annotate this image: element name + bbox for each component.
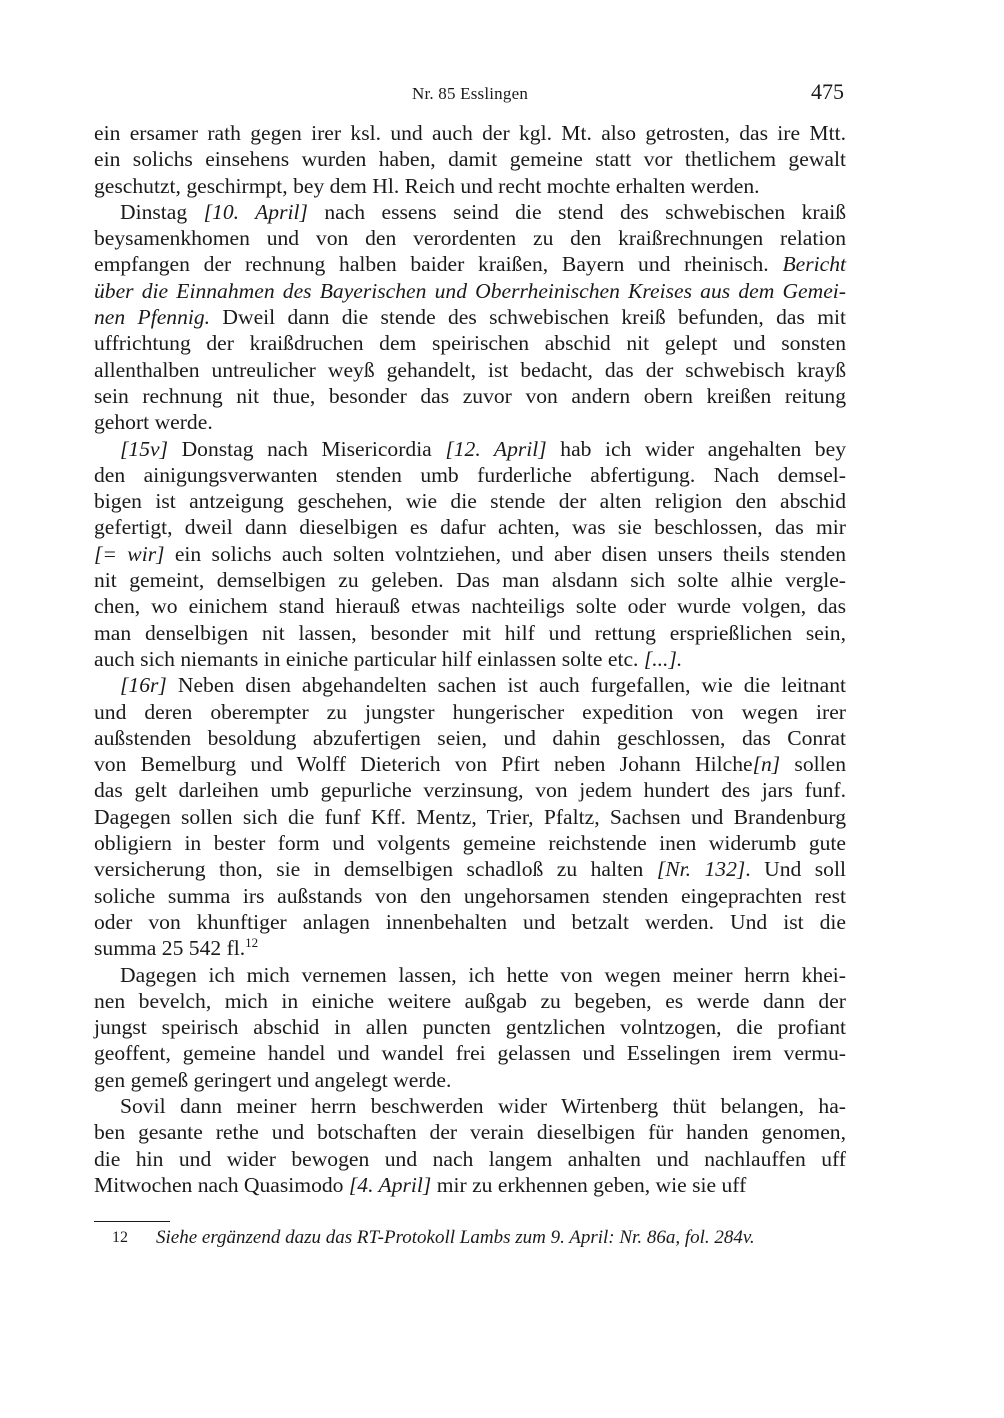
text-line	[94, 1146, 846, 1172]
text-line	[94, 909, 846, 935]
text-line	[94, 751, 846, 777]
paragraph	[94, 962, 846, 1093]
text-span: ben gesante rethe und botschaften der verain dieselbigen für handen genomen,	[94, 1120, 846, 1145]
text-span: gehort werde.	[94, 410, 213, 435]
footnote-number: 12	[112, 1229, 128, 1246]
text-line	[94, 856, 846, 882]
text-span: allenthalben untreulicher weyß gehandelt, ist bedacht, das der schwebisch krayß	[94, 357, 846, 382]
text-span: nach essens seind die stend des schwebischen kraiß	[307, 199, 846, 224]
italic-text: [12. April]	[445, 436, 547, 461]
text-span: auch sich niemants in einiche particular hilf einlassen solte etc.	[94, 646, 644, 671]
footnote-reference: 12	[245, 935, 259, 951]
text-span: Neben disen abgehandelten sachen ist auch furgefallen, wie die leitnant	[166, 673, 846, 698]
running-title: Nr. 85 Esslingen	[411, 84, 529, 103]
text-line	[94, 620, 846, 646]
italic-text: über die Einnahmen des Bayerischen und Oberrheinischen Kreises aus dem Gemei-	[94, 278, 846, 303]
italic-text: [10. April]	[203, 199, 308, 224]
italic-text: nen Pfennig.	[94, 305, 211, 330]
text-span: empfangen der rechnung halben baider kraißen, Bayern und rheinisch.	[94, 252, 783, 277]
text-span: hab ich wider angehalten bey	[546, 436, 846, 461]
text-span: die hin und wider bewogen und nach langem anhalten und nachlauffen uff	[94, 1146, 846, 1171]
text-span: mir zu erkhennen geben, wie sie uff	[431, 1172, 747, 1197]
footnote-text: Siehe ergänzend dazu das RT-Protokoll Lambs zum 9. April: Nr. 86a, fol. 284v.	[156, 1227, 755, 1248]
text-span: versicherung thon, sie in demselbigen schadloß zu halten	[94, 857, 657, 882]
text-line	[94, 672, 846, 698]
text-line	[94, 1119, 846, 1145]
italic-text: Bericht	[782, 252, 846, 277]
italic-text: [15v]	[120, 436, 168, 461]
text-span: und deren oberempter zu jungster hungerischer expedition von wegen irer	[94, 699, 846, 724]
italic-text: [...].	[643, 646, 683, 671]
text-span: jungst speirisch abschid in allen puncten gentzlichen volntzogen, die profiant	[94, 1015, 846, 1040]
text-line	[94, 146, 846, 172]
text-line	[94, 173, 846, 199]
text-line	[94, 699, 846, 725]
text-line	[94, 988, 846, 1014]
text-span: soliche summa irs außstands von den ungehorsamen stenden eingeprachten rest	[94, 883, 846, 908]
text-span: außstenden besoldung abzufertigen seien, und dahin geschlossen, das Conrat	[94, 725, 846, 750]
text-span: Dinstag	[120, 199, 204, 224]
text-line	[94, 120, 846, 146]
text-line	[94, 935, 846, 961]
text-line	[94, 1067, 846, 1093]
text-line	[94, 1093, 846, 1119]
text-span: beysamenkhomen und von den verordenten zu den kraißrechnungen relation	[94, 226, 846, 251]
text-span: ein solichs auch solten volntziehen, und aber disen unsers theils stenden	[164, 541, 846, 566]
text-line	[94, 357, 846, 383]
italic-text: [= wir]	[94, 541, 165, 566]
text-span: Donstag nach Misericordia	[168, 436, 446, 461]
text-span: gefertigt, dweil dann dieselbigen es dafur achten, was sie beschlossen, das mir	[94, 515, 846, 540]
text-line	[94, 409, 846, 435]
text-span: nit gemeint, demselbigen zu geleben. Das man alsdann sich solte alhie vergle-	[94, 568, 846, 593]
text-line	[94, 488, 846, 514]
text-line	[94, 436, 846, 462]
text-span: sollen	[780, 752, 846, 777]
text-line	[94, 1014, 846, 1040]
text-line	[94, 777, 846, 803]
footnote-rule	[94, 1221, 170, 1222]
text-line	[94, 199, 846, 225]
text-span: sein rechnung nit thue, besonder das zuvor von andern obern kreißen reitung	[94, 383, 846, 408]
paragraph	[94, 120, 846, 199]
text-span: das gelt darleihen umb gepurliche verzinsung, von jedem hundert des jars funf.	[94, 778, 846, 803]
text-line	[94, 278, 846, 304]
paragraph	[94, 436, 846, 673]
italic-text: [Nr. 132]	[656, 857, 746, 882]
text-span: von Bemelburg und Wolff Dieterich von Pfirt neben Johann Hilche	[94, 752, 753, 777]
text-line	[94, 567, 846, 593]
text-span: geschutzt, geschirmpt, bey dem Hl. Reich und recht mochte erhalten werden.	[94, 173, 760, 198]
paragraph	[94, 1093, 846, 1198]
text-line	[94, 462, 846, 488]
text-line	[94, 883, 846, 909]
text-line	[94, 514, 846, 540]
text-span: obligiern in bester form und volgents gemeine reichstende inen widerumb gute	[94, 831, 846, 856]
text-line	[94, 804, 846, 830]
text-span: summa 25 542 fl.	[94, 936, 246, 961]
text-span: Mitwochen nach Quasimodo	[94, 1172, 349, 1197]
italic-text: [n]	[752, 752, 781, 777]
text-line	[94, 225, 846, 251]
text-line	[94, 330, 846, 356]
text-line	[94, 725, 846, 751]
text-span: man denselbigen nit lassen, besonder mit hilf und rettung ersprießlichen sein,	[94, 620, 846, 645]
text-span: bigen ist antzeigung geschehen, wie die stende der alten religion den abschid	[94, 489, 846, 514]
text-span: geoffent, gemeine handel und wandel frei gelassen und Esselingen irem vermu-	[94, 1041, 846, 1066]
running-head	[94, 79, 846, 106]
body-text	[94, 120, 846, 1198]
text-span: nen bevelch, mich in einiche weitere außgab zu begeben, es werde dann der	[94, 988, 846, 1013]
text-span: uffrichtung der kraißdruchen dem speirischen abschid nit gelept und sonsten	[94, 331, 846, 356]
text-line	[94, 593, 846, 619]
text-line	[94, 1172, 846, 1198]
text-line	[94, 251, 846, 277]
text-line	[94, 541, 846, 567]
text-line	[94, 1040, 846, 1066]
text-span: . Und soll	[745, 857, 846, 882]
text-span: ein ersamer rath gegen irer ksl. und auch der kgl. Mt. also getrosten, das ire Mtt.	[94, 121, 846, 145]
text-line	[94, 304, 846, 330]
text-line	[94, 830, 846, 856]
italic-text: [16r]	[120, 673, 167, 698]
text-line	[94, 646, 846, 672]
text-span: Sovil dann meiner herrn beschwerden wider Wirtenberg thüt belangen, ha-	[120, 1093, 846, 1118]
text-span: chen, wo einichem stand hierauß etwas nachteiligs solte oder wurde volgen, das	[94, 594, 846, 619]
text-span: gen gemeß geringert und angelegt werde.	[94, 1067, 452, 1092]
text-span: oder von khunftiger anlagen innenbehalten und betzalt werden. Und ist die	[94, 909, 846, 934]
text-span: ein solichs einsehens wurden haben, damit gemeine statt vor thetlichem gewalt	[94, 147, 846, 172]
paragraph	[94, 672, 846, 961]
text-span: den ainigungsverwanten stenden umb furderliche abfertigung. Nach demsel-	[94, 462, 846, 487]
text-line	[94, 962, 846, 988]
text-span: Dagegen sollen sich die funf Kff. Mentz, Trier, Pfaltz, Sachsen und Brandenburg	[94, 804, 846, 829]
italic-text: [4. April]	[348, 1172, 432, 1197]
paragraph	[94, 199, 846, 436]
page-number: 475	[811, 79, 844, 104]
text-span: Dweil dann die stende des schwebischen kreiß befunden, das mit	[210, 305, 847, 330]
text-line	[94, 383, 846, 409]
text-span: Dagegen ich mich vernemen lassen, ich hette von wegen meiner herrn khei-	[120, 962, 846, 987]
document-page	[94, 0, 846, 1418]
